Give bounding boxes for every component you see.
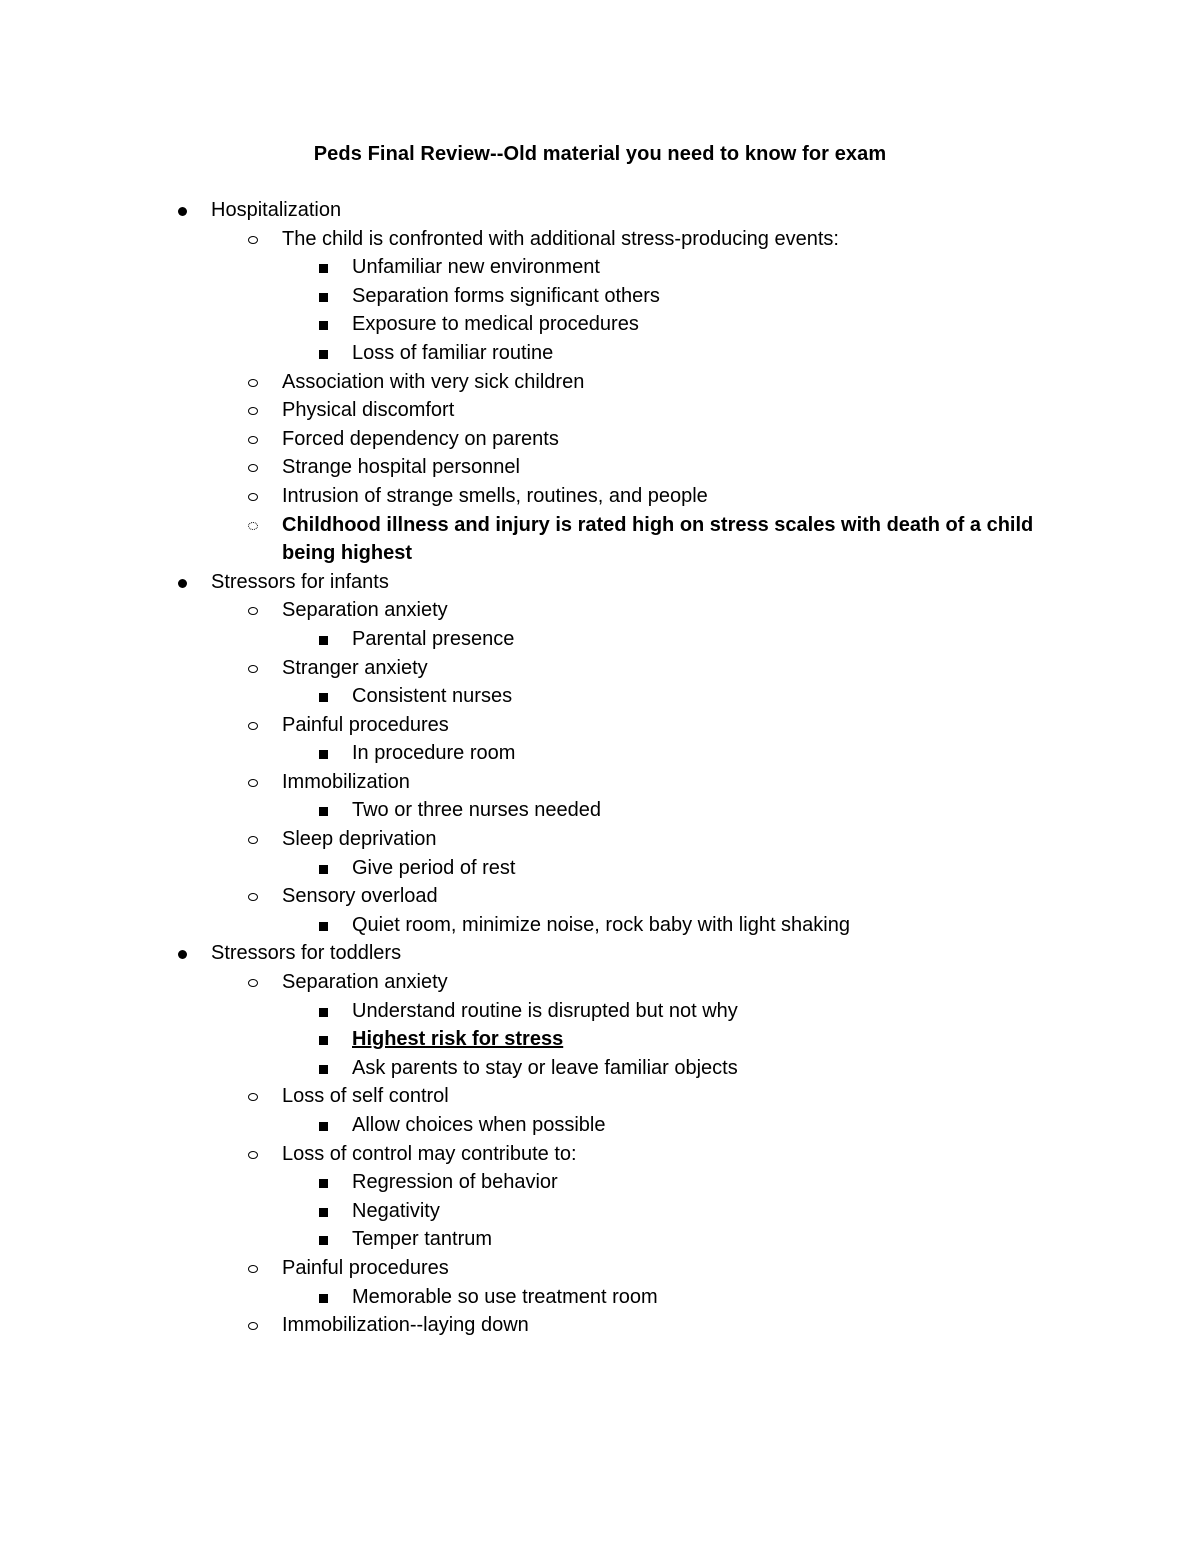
outline-item-level-1 <box>0 711 1200 740</box>
bullet-square-icon <box>319 865 328 874</box>
outline-item-level-0 <box>0 196 1200 225</box>
outline-item-level-2 <box>0 796 1200 825</box>
bullet-circle-icon <box>248 722 258 730</box>
outline-item-text: In procedure room <box>352 742 516 765</box>
outline-item-level-1 <box>0 1254 1200 1283</box>
bullet-circle-icon <box>248 665 258 673</box>
outline-item-text: Physical discomfort <box>282 399 455 422</box>
outline-item-text: Loss of self control <box>282 1085 449 1108</box>
outline-item-level-2 <box>0 625 1200 654</box>
outline-item-level-1 <box>0 511 1200 568</box>
bullet-square-icon <box>319 350 328 359</box>
outline-item-text: Allow choices when possible <box>352 1114 606 1136</box>
outline-item-text: Sleep deprivation <box>282 828 437 851</box>
outline-item-level-2 <box>0 339 1200 368</box>
outline-item-text: Association with very sick children <box>282 370 585 393</box>
bullet-disc-icon <box>178 579 187 588</box>
bullet-dotted-circle-icon <box>248 522 258 530</box>
bullet-disc-icon <box>178 207 187 216</box>
outline-item-text: Stressors for infants <box>211 570 389 593</box>
bullet-circle-icon <box>248 1322 258 1330</box>
outline-item-level-1 <box>0 1311 1200 1340</box>
bullet-circle-icon <box>248 1265 258 1273</box>
bullet-circle-icon <box>248 464 258 472</box>
outline-item-level-2 <box>0 1025 1200 1054</box>
bullet-circle-icon <box>248 379 258 387</box>
outline-item-text: Memorable so use treatment room <box>352 1285 658 1308</box>
outline-item-level-1 <box>0 425 1200 454</box>
bullet-square-icon <box>319 1008 328 1017</box>
outline-item-level-2 <box>0 1054 1200 1083</box>
bullet-square-icon <box>319 1179 328 1188</box>
outline-item-level-1 <box>0 225 1200 254</box>
bullet-square-icon <box>319 922 328 931</box>
outline-item-level-2 <box>0 682 1200 711</box>
bullet-square-icon <box>319 807 328 816</box>
outline-item-text: Consistent nurses <box>352 685 513 708</box>
outline-item-text: Sensory overload <box>282 885 438 908</box>
outline-item-level-1 <box>0 1140 1200 1169</box>
bullet-circle-icon <box>248 836 258 844</box>
outline-item-level-1 <box>0 482 1200 511</box>
bullet-circle-icon <box>248 979 258 987</box>
outline-item-text: Stranger anxiety <box>282 656 428 679</box>
outline-item-level-1 <box>0 1082 1200 1111</box>
outline-item-text: Highest risk for stress <box>352 1028 564 1051</box>
outline-item-text: Immobilization--laying down <box>282 1314 529 1337</box>
outline-item-text: Parental presence <box>352 627 515 650</box>
outline-item-level-1 <box>0 654 1200 683</box>
outline-item-level-2 <box>0 997 1200 1026</box>
outline-item-level-1 <box>0 968 1200 997</box>
bullet-square-icon <box>319 1236 328 1245</box>
outline-item-text: Stressors for toddlers <box>211 942 402 965</box>
outline-item-level-2 <box>0 253 1200 282</box>
outline-item-level-2 <box>0 911 1200 940</box>
outline-item-level-2 <box>0 854 1200 883</box>
outline-item-level-1 <box>0 396 1200 425</box>
outline-item-text: Strange hospital personnel <box>282 456 520 479</box>
bullet-circle-icon <box>248 493 258 501</box>
outline-item-text: Forced dependency on parents <box>282 427 559 450</box>
outline-item-text: Immobilization <box>282 770 410 793</box>
bullet-square-icon <box>319 1208 328 1217</box>
outline-item-level-0 <box>0 568 1200 597</box>
outline-item-text: Quiet room, minimize noise, rock baby with light shaking <box>352 913 850 936</box>
outline-item-text: Give period of rest <box>352 856 516 879</box>
outline-item-text: Separation anxiety <box>282 971 448 994</box>
outline-item-text: Temper tantrum <box>352 1228 493 1251</box>
bullet-square-icon <box>319 1036 328 1045</box>
outline-item-level-2 <box>0 1197 1200 1226</box>
bullet-circle-icon <box>248 779 258 787</box>
outline-item-level-1 <box>0 825 1200 854</box>
outline-item-text: Separation anxiety <box>282 599 448 622</box>
outline-item-level-2 <box>0 1168 1200 1197</box>
outline-item-text: The child is confronted with additional stress-producing events: <box>282 227 839 250</box>
outline-item-text: Separation forms significant others <box>352 284 660 307</box>
document-title: Peds Final Review--Old material you need to know for exam <box>313 143 887 165</box>
outline-item-level-2 <box>0 282 1200 311</box>
outline-item-level-2 <box>0 1111 1200 1140</box>
bullet-square-icon <box>319 1065 328 1074</box>
bullet-circle-icon <box>248 1093 258 1101</box>
outline-item-level-1 <box>0 882 1200 911</box>
bullet-circle-icon <box>248 236 258 244</box>
outline-item-text: Understand routine is disrupted but not why <box>352 999 738 1022</box>
bullet-circle-icon <box>248 1151 258 1159</box>
outline-item-level-1 <box>0 768 1200 797</box>
bullet-circle-icon <box>248 436 258 444</box>
bullet-circle-icon <box>248 893 258 901</box>
outline-item-text: Loss of familiar routine <box>352 341 554 364</box>
bullet-square-icon <box>319 636 328 645</box>
bullet-square-icon <box>319 1122 328 1131</box>
outline-item-text: Painful procedures <box>282 1256 449 1279</box>
bullet-square-icon <box>319 750 328 759</box>
outline-item-text: Painful procedures <box>282 713 449 736</box>
outline-item-text: Childhood illness and injury is rated high on stress scales with death of a child being highest <box>282 513 1034 565</box>
bullet-square-icon <box>319 264 328 273</box>
bullet-square-icon <box>319 293 328 302</box>
bullet-square-icon <box>319 693 328 702</box>
outline-item-level-2 <box>0 1283 1200 1312</box>
outline-item-text: Ask parents to stay or leave familiar objects <box>352 1056 738 1079</box>
outline-list <box>0 196 1200 1340</box>
outline-item-level-2 <box>0 1225 1200 1254</box>
outline-item-text: Exposure to medical procedures <box>352 313 639 336</box>
bullet-circle-icon <box>248 607 258 615</box>
outline-item-level-1 <box>0 368 1200 397</box>
outline-item-text: Unfamiliar new environment <box>352 256 600 279</box>
outline-item-level-1 <box>0 596 1200 625</box>
bullet-square-icon <box>319 1294 328 1303</box>
outline-item-text: Two or three nurses needed <box>352 799 602 822</box>
outline-item-level-1 <box>0 453 1200 482</box>
outline-item-text: Hospitalization <box>211 199 342 221</box>
outline-item-text: Regression of behavior <box>352 1171 558 1194</box>
outline-item-level-2 <box>0 310 1200 339</box>
outline-item-level-0 <box>0 939 1200 968</box>
bullet-disc-icon <box>178 950 187 959</box>
outline-item-text: Intrusion of strange smells, routines, and people <box>282 484 708 507</box>
outline-item-level-2 <box>0 739 1200 768</box>
outline-item-text: Loss of control may contribute to: <box>282 1142 577 1165</box>
bullet-circle-icon <box>248 407 258 415</box>
outline-item-text: Negativity <box>352 1199 440 1222</box>
bullet-square-icon <box>319 321 328 330</box>
